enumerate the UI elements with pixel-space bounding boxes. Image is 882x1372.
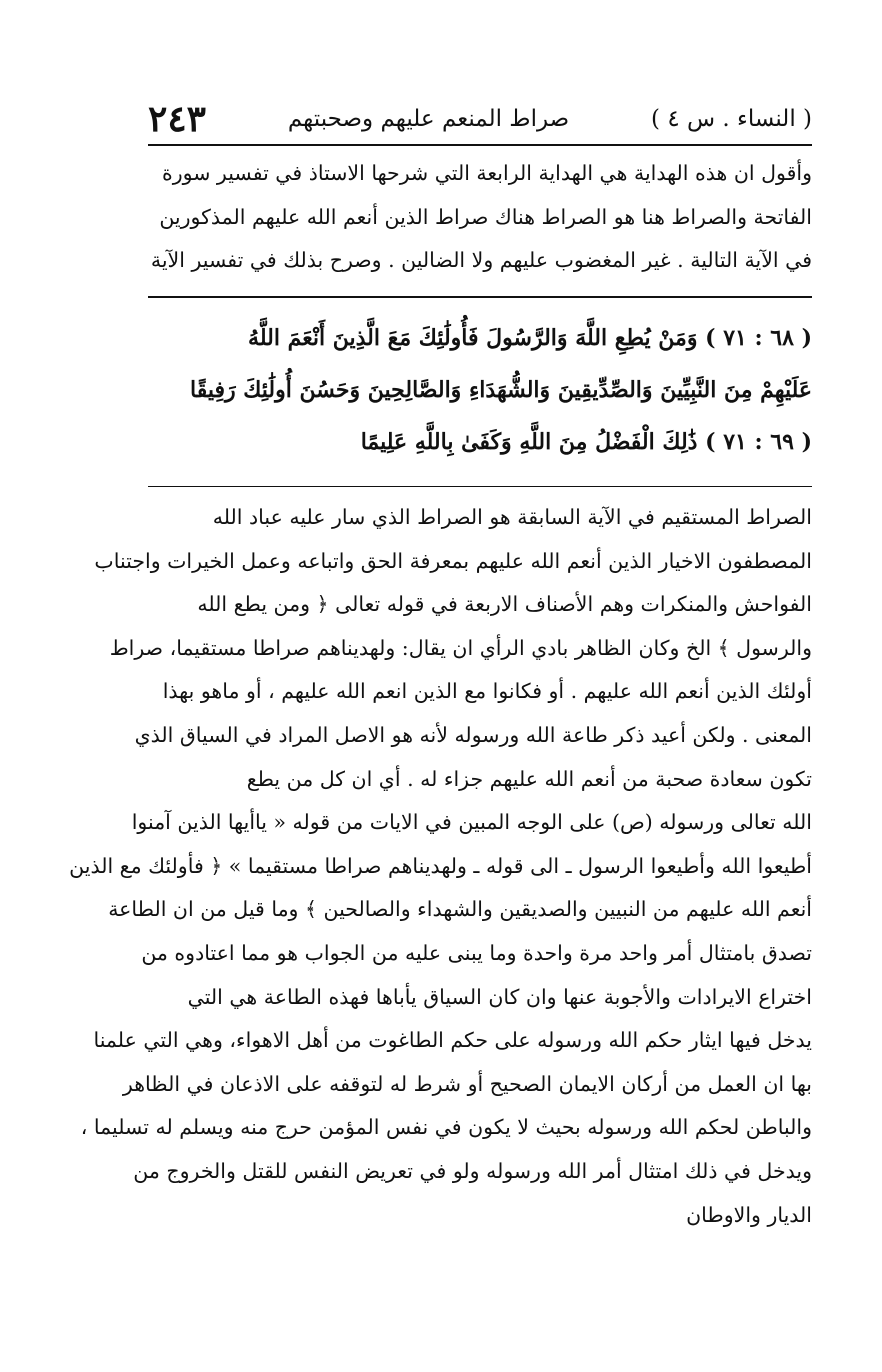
body-line: أطيعوا الله وأطيعوا الرسول ـ الى قوله ـ ولهديناهم صراطا مستقيما » ﴿ فأولئك مع الذين [69, 853, 812, 878]
page-header [148, 96, 812, 142]
body-line: أولئك الذين أنعم الله عليهم . أو فكانوا مع الذين انعم الله عليهم ، أو ماهو بهذا [162, 679, 812, 704]
body-line: الديار والاوطان [686, 1202, 812, 1227]
body-line: ويدخل في ذلك امتثال أمر الله ورسوله ولو في تعريض النفس للقتل والخروج من [133, 1158, 812, 1183]
header-rule [148, 144, 812, 146]
running-title: صراط المنعم عليهم وصحبتهم [287, 106, 570, 132]
body-line: الصراط المستقيم في الآية السابقة هو الصراط الذي سار عليه عباد الله [212, 505, 812, 529]
page-number: ٢٤٣ [148, 98, 207, 140]
body-line: والرسول ﴾ الخ وكان الظاهر بادي الرأي ان يقال: ولهديناهم صراطا مستقيما، صراط [109, 635, 812, 660]
surah-reference: ( النساء . س ٤ ) [651, 106, 812, 132]
body-line: أنعم الله عليهم من النبيين والصديقين والشهداء والصالحين ﴾ وما قيل من ان الطاعة [108, 897, 812, 922]
intro-paragraph [148, 152, 812, 283]
commentary-body [69, 496, 812, 1237]
body-line: تكون سعادة صحبة من أنعم الله عليهم جزاء له . أي ان كل من يطع [246, 766, 812, 791]
verse-top-rule [148, 296, 812, 298]
intro-line: الفاتحة والصراط هنا هو الصراط هناك صراط الذين أنعم الله عليهم المذكورين [159, 204, 812, 229]
verse-line: عَلَيْهِمْ مِنَ النَّبِيِّينَ وَالصِّدِّيقِينَ وَالشُّهَدَاءِ وَالصَّالِحِينَ وَحَسُنَ أُولَٰئِكَ رَفِيقًا [189, 377, 812, 403]
body-line: يدخل فيها ايثار حكم الله ورسوله على حكم الطاغوت من أهل الاهواء، وهي التي علمنا [93, 1028, 812, 1053]
body-line: اختراع الايرادات والأجوبة عنها وان كان السياق يأباها فهذه الطاعة هي التي [187, 984, 812, 1009]
intro-line: وأقول ان هذه الهداية هي الهداية الرابعة التي شرحها الاستاذ في تفسير سورة [161, 161, 812, 185]
body-line: الفواحش والمنكرات وهم الأصناف الاربعة في قوله تعالى ﴿ ومن يطع الله [197, 592, 812, 617]
intro-line: في الآية التالية . غير المغضوب عليهم ولا الضالين . وصرح بذلك في تفسير الآية [150, 248, 812, 272]
body-line: والباطن لحكم الله ورسوله بحيث لا يكون في نفس المؤمن حرج منه ويسلم له تسليما ، [80, 1115, 812, 1140]
body-line: المعنى . ولكن أعيد ذكر طاعة الله ورسوله لأنه هو الاصل المراد في السياق الذي [134, 722, 812, 747]
verse-line: ( ٦٩ : ٧١ ) ذَٰلِكَ الْفَضْلُ مِنَ اللَّهِ وَكَفَىٰ بِاللَّهِ عَلِيمًا [360, 429, 812, 455]
quran-verses [148, 312, 812, 468]
body-line: تصدق بامتثال أمر واحد مرة واحدة وما يبنى عليه من الجواب هو مما اعتادوه من [141, 940, 812, 965]
body-line: الله تعالى ورسوله (ص) على الوجه المبين في الايات من قوله « ياأيها الذين آمنوا [131, 810, 812, 835]
body-line: بها ان العمل من أركان الايمان الصحيح أو شرط له لتوقفه على الاذعان في الظاهر [122, 1071, 812, 1096]
verse-line: ( ٦٨ : ٧١ ) وَمَنْ يُطِعِ اللَّهَ وَالرَّسُولَ فَأُولَٰئِكَ مَعَ الَّذِينَ أَنْعَمَ اللَّهُ [248, 325, 812, 351]
verse-bottom-rule [148, 486, 812, 487]
body-line: المصطفون الاخيار الذين أنعم الله عليهم بمعرفة الحق واتباعه وعمل الخيرات واجتناب [94, 548, 812, 573]
